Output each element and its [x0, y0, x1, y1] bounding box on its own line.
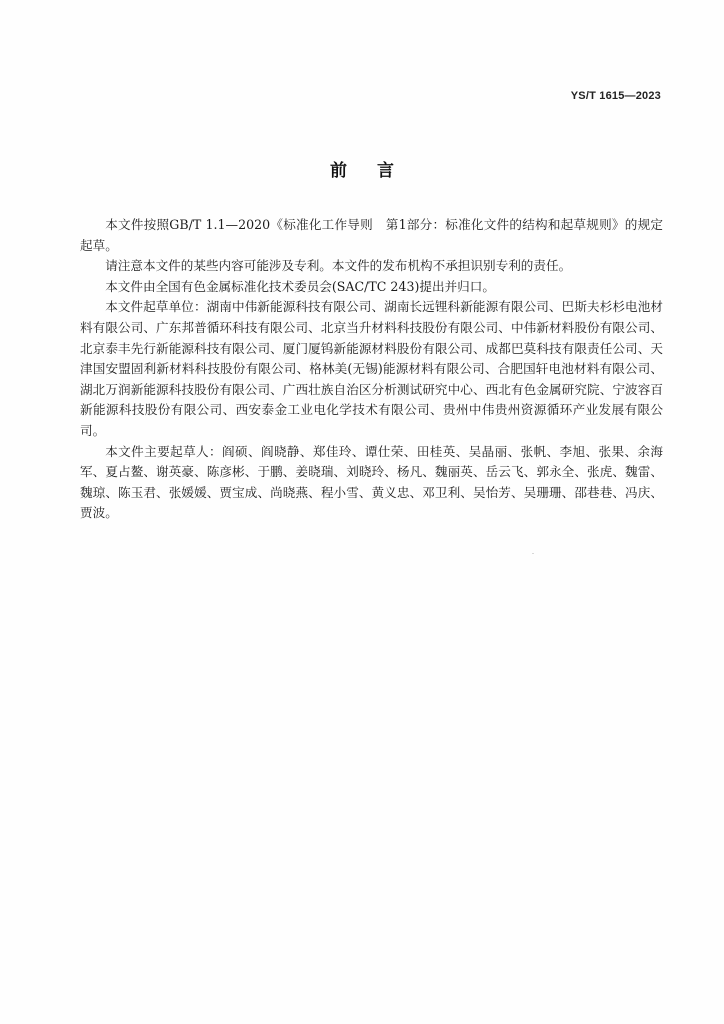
scan-speck: [532, 553, 534, 554]
standard-code: YS/T 1615—2023: [570, 90, 661, 102]
paragraph-drafting-rules: 本文件按照GB/T 1.1—2020《标准化工作导则 第1部分：标准化文件的结构和起草规则》的规定起草。: [80, 217, 663, 253]
foreword-body: [80, 215, 663, 524]
paragraph-patent-notice: 请注意本文件的某些内容可能涉及专利。本文件的发布机构不承担识别专利的责任。: [105, 258, 572, 274]
title-char-1: 前: [330, 161, 347, 181]
title-char-2: 言: [377, 161, 394, 181]
paragraph-drafters: 本文件主要起草人：阎硕、阎晓静、郑佳玲、谭仕荣、田桂英、吴晶丽、张帆、李旭、张果、余海军、夏占鳌、谢英豪、陈彦彬、于鹏、姜晓瑞、刘晓玲、杨凡、魏丽英、岳云飞、郭永全、张虎、魏雷、魏琼、陈玉君、张媛媛、贾宝成、尚晓燕、程小雪、黄义忠、邓卫利、吴怡芳、吴珊珊、邵巷巷、冯庆、贾波。: [80, 443, 663, 521]
paragraph-proposer: 本文件由全国有色金属标准化技术委员会(SAC/TC 243)提出并归口。: [105, 278, 495, 294]
paragraph-drafting-units: 本文件起草单位：湖南中伟新能源科技有限公司、湖南长远锂科新能源有限公司、巴斯夫杉杉电池材料有限公司、广东邦普循环科技有限公司、北京当升材料科技股份有限公司、中伟新材料股份有限公司、北京泰丰先行新能源科技有限公司、厦门厦钨新能源材料股份有限公司、成都巴莫科技有限责任公司、天津国安盟固利新材料科技股份有限公司、格林美(无锡)能源材料有限公司、合肥国轩电池材料有限公司、湖北万润新能源科技股份有限公司、广西壮族自治区分析测试研究中心、西北有色金属研究院、宁波容百新能源科技股份有限公司、西安泰金工业电化学技术有限公司、贵州中伟贵州资源循环产业发展有限公司。: [80, 299, 663, 438]
page-title: [0, 156, 724, 181]
